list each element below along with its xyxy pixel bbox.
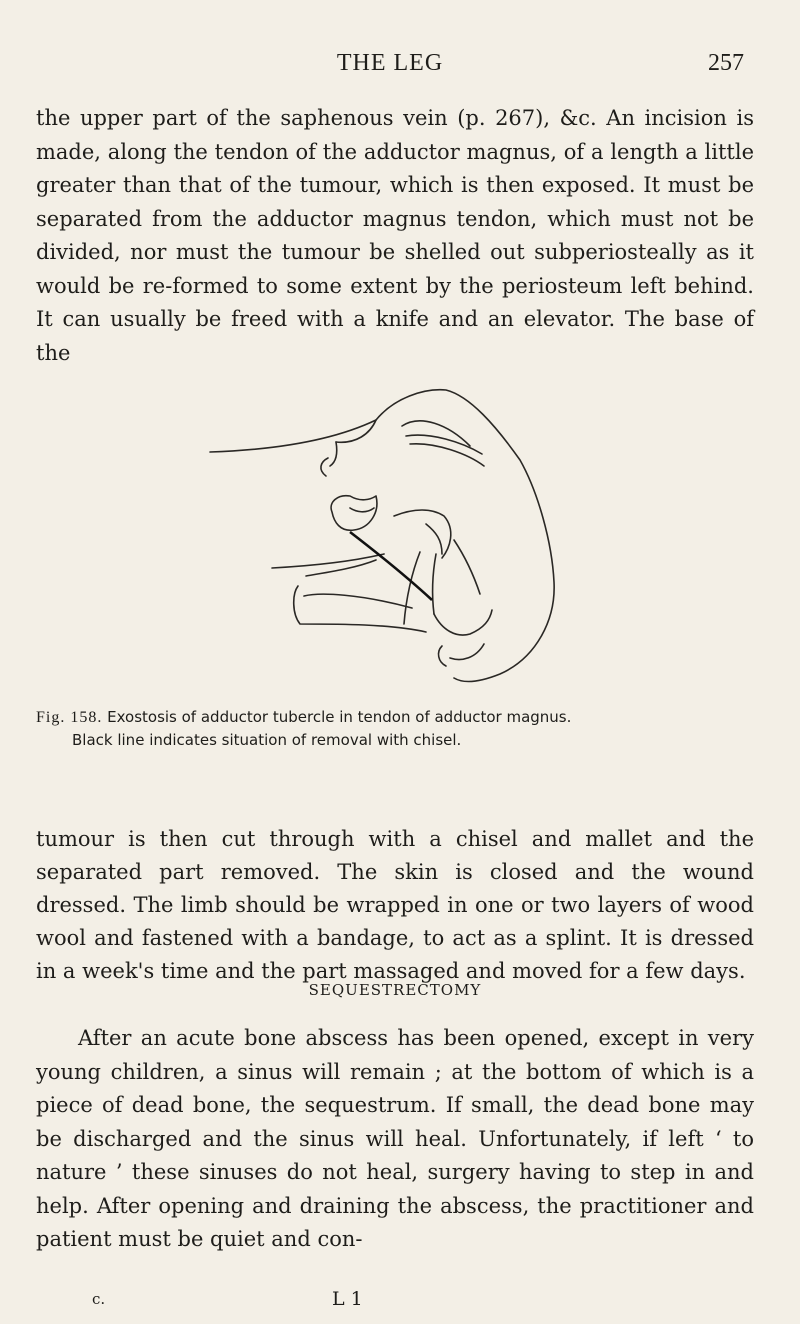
- figure-illustration: [180, 362, 580, 692]
- femur-lower-edge: [272, 554, 384, 568]
- figure-caption: [36, 706, 754, 751]
- running-head: THE LEG: [336, 50, 444, 76]
- exostosis-drawing: [180, 362, 580, 692]
- femur-upper-edge: [210, 420, 376, 452]
- caption-line-2: Black line indicates situation of removal with chisel.: [72, 731, 462, 749]
- adductor-tubercle: [331, 496, 377, 531]
- paragraph-3: After an acute bone abscess has been opened, except in very young children, a sinus will remain ; at the bottom of which is a piece of dead bone, the sequestrum. If small, the dead bone may be discharged and the sinus will heal. Unfortunately, if left ‘ to nature ’ these sinuses do not heal, surgery having to step in and help. After opening and draining the abscess, the practitioner and patient must be quiet and con-: [36, 1026, 754, 1251]
- page-footer: [92, 1290, 492, 1316]
- section-heading: SEQUESTRECTOMY: [308, 981, 482, 999]
- paragraph-1: the upper part of the saphenous vein (p. 267), &c. An incision is made, along the tendon of the adductor magnus, of a length a little greater than that of the tumour, which is then exposed. It must be separated from the adductor magnus tendon, which must not be divided, nor must the tumour be shelled out subperiosteally as it would be re-formed to some extent by the periosteum left behind. It can usually be freed with a knife and an elevator. The base of the: [36, 106, 754, 365]
- figure-label: Fig. 158.: [36, 709, 103, 726]
- page-header: [36, 50, 744, 90]
- page-number: 257: [708, 50, 744, 76]
- caption-line-1: Exostosis of adductor tubercle in tendon of adductor magnus.: [107, 708, 572, 726]
- condyle-outline: [376, 390, 554, 682]
- signature-mark: c.: [92, 1290, 106, 1308]
- inner-condyle: [434, 610, 492, 635]
- gathering-mark: L 1: [332, 1288, 363, 1310]
- notch-curve: [321, 458, 328, 476]
- removal-line: [350, 532, 432, 600]
- paragraph-2: tumour is then cut through with a chisel and mallet and the separated part removed. The skin is closed and the wound dressed. The limb should be wrapped in one or two layers of wood wool and fastened with a bandage, to act as a splint. It is dressed in a week's time and the part massaged and moved for a few days.: [36, 827, 754, 983]
